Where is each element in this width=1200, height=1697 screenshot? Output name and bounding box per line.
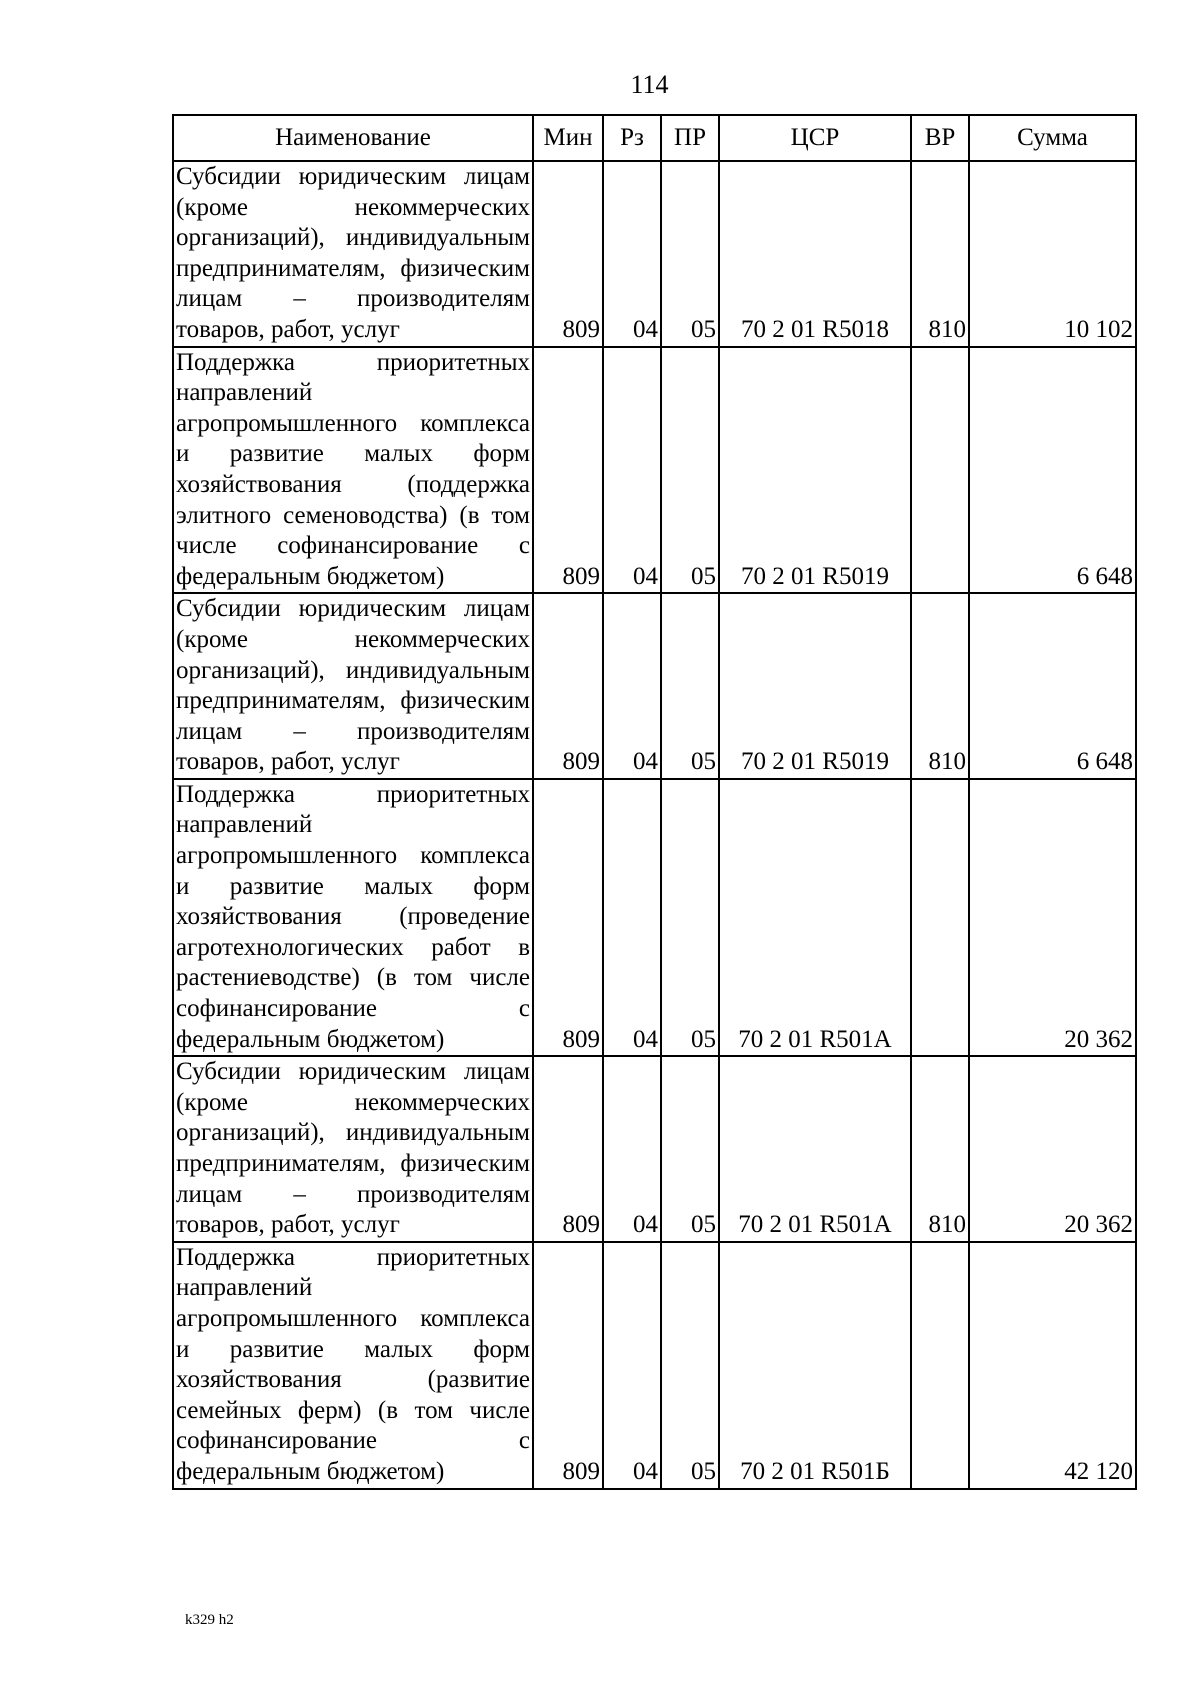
row-pr: 05	[661, 1242, 719, 1489]
row-name: Поддержка приоритетных направлений агропромышленного комплекса и развитие малых форм хозяйствования (поддержка элитного семеноводства) (в том числе софинансирование с федеральным бюджетом)	[173, 347, 533, 594]
header-sum: Сумма	[969, 115, 1136, 161]
row-sum: 6 648	[969, 593, 1136, 779]
row-sum: 10 102	[969, 161, 1136, 347]
row-min: 809	[533, 1056, 603, 1242]
header-name: Наименование	[173, 115, 533, 161]
row-pr: 05	[661, 779, 719, 1056]
row-min: 809	[533, 1242, 603, 1489]
row-pr: 05	[661, 1056, 719, 1242]
header-pr: ПР	[661, 115, 719, 161]
table-row	[173, 593, 1136, 779]
footer-code: k329 h2	[185, 1612, 234, 1628]
row-sum: 20 362	[969, 1056, 1136, 1242]
header-min: Мин	[533, 115, 603, 161]
row-csr: 70 2 01 R501А	[719, 779, 911, 1056]
row-vr	[911, 779, 969, 1056]
row-rz: 04	[603, 593, 661, 779]
row-min: 809	[533, 593, 603, 779]
table-row	[173, 1056, 1136, 1242]
row-rz: 04	[603, 347, 661, 594]
table-header-row	[173, 115, 1136, 161]
table-row	[173, 161, 1136, 347]
row-name: Субсидии юридическим лицам (кроме некоммерческих организаций), индивидуальным предпринимателям, физическим лицам – производителям товаров, работ, услуг	[173, 593, 533, 779]
table-row	[173, 779, 1136, 1056]
header-rz: Рз	[603, 115, 661, 161]
table-row	[173, 1242, 1136, 1489]
page-number: 114	[630, 70, 669, 99]
row-vr: 810	[911, 161, 969, 347]
row-csr: 70 2 01 R5018	[719, 161, 911, 347]
row-rz: 04	[603, 1056, 661, 1242]
row-min: 809	[533, 347, 603, 594]
row-csr: 70 2 01 R501Б	[719, 1242, 911, 1489]
row-sum: 20 362	[969, 779, 1136, 1056]
row-sum: 6 648	[969, 347, 1136, 594]
row-csr: 70 2 01 R501А	[719, 1056, 911, 1242]
row-pr: 05	[661, 161, 719, 347]
row-vr	[911, 1242, 969, 1489]
table-row	[173, 347, 1136, 594]
row-min: 809	[533, 779, 603, 1056]
row-csr: 70 2 01 R5019	[719, 593, 911, 779]
row-pr: 05	[661, 593, 719, 779]
row-name: Субсидии юридическим лицам (кроме некоммерческих организаций), индивидуальным предпринимателям, физическим лицам – производителям товаров, работ, услуг	[173, 1056, 533, 1242]
row-vr: 810	[911, 1056, 969, 1242]
row-name: Поддержка приоритетных направлений агропромышленного комплекса и развитие малых форм хозяйствования (развитие семейных ферм) (в том числе софинансирование с федеральным бюджетом)	[173, 1242, 533, 1489]
row-name: Поддержка приоритетных направлений агропромышленного комплекса и развитие малых форм хозяйствования (проведение агротехнологических работ в растениеводстве) (в том числе софинансирование с федеральным бюджетом)	[173, 779, 533, 1056]
row-vr: 810	[911, 593, 969, 779]
row-vr	[911, 347, 969, 594]
row-csr: 70 2 01 R5019	[719, 347, 911, 594]
row-name: Субсидии юридическим лицам (кроме некоммерческих организаций), индивидуальным предпринимателям, физическим лицам – производителям товаров, работ, услуг	[173, 161, 533, 347]
row-rz: 04	[603, 779, 661, 1056]
header-csr: ЦСР	[719, 115, 911, 161]
header-vr: ВР	[911, 115, 969, 161]
row-min: 809	[533, 161, 603, 347]
row-rz: 04	[603, 161, 661, 347]
row-rz: 04	[603, 1242, 661, 1489]
row-pr: 05	[661, 347, 719, 594]
row-sum: 42 120	[969, 1242, 1136, 1489]
budget-table	[172, 114, 1137, 1490]
